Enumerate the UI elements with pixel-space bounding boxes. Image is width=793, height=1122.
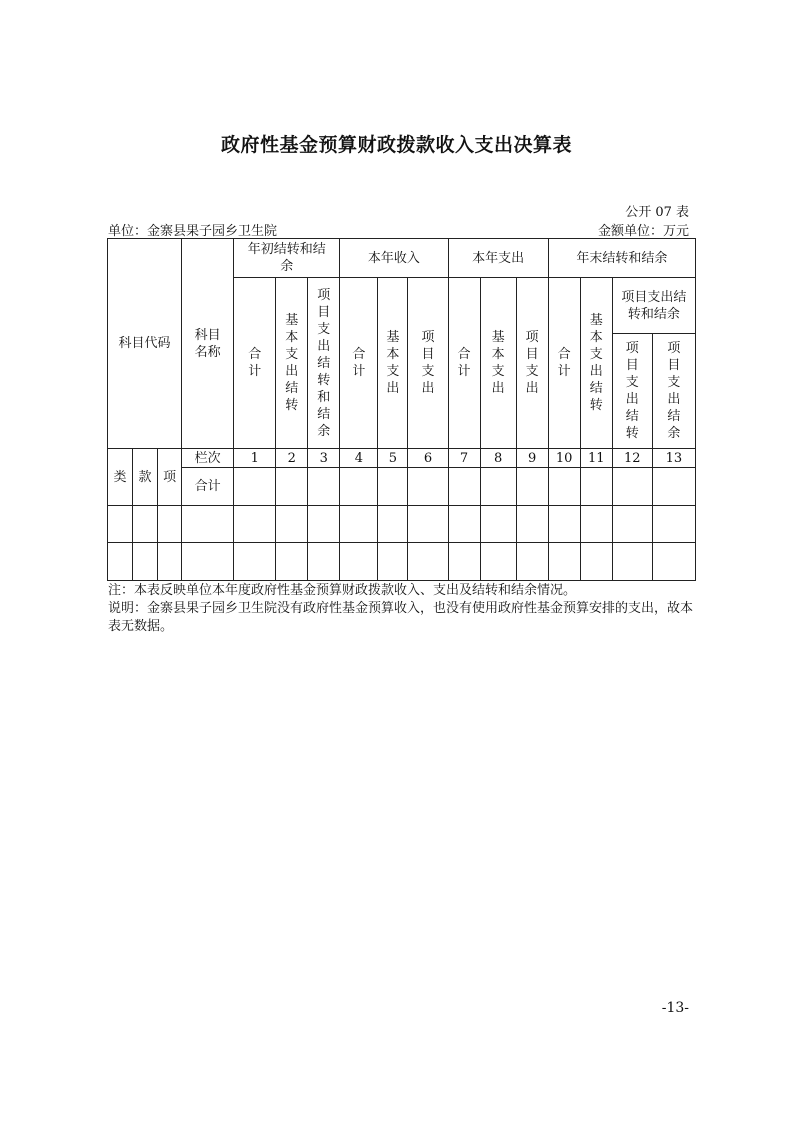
table-cell [548,468,580,506]
row-column-label: 栏次 [182,449,234,468]
closing-basic-carry-text: 基本支出结转 [589,313,603,413]
closing-total-header [548,278,580,449]
table-cell [516,468,548,506]
table-cell [516,543,548,581]
subject-name-header [182,239,234,449]
col-num-12: 12 [612,449,652,468]
income-basic-header [378,278,408,449]
closing-project-balance-text: 项目支出结余 [667,341,681,441]
col-num-2: 2 [276,449,308,468]
opening-project-text: 项目支出结转和结余 [317,287,331,439]
closing-project-group [612,278,695,334]
opening-basic-carry-text: 基本支出结转 [285,313,299,413]
opening-total-header [234,278,276,449]
col-num-5: 5 [378,449,408,468]
notes [108,582,698,636]
table-cell [108,543,133,581]
table-cell [276,506,308,543]
group-closing-balance: 年末结转和结余 [548,239,695,278]
budget-table [107,238,696,581]
col-num-10: 10 [548,449,580,468]
table-cell [158,506,182,543]
table-cell [378,468,408,506]
col-num-13: 13 [652,449,695,468]
item-header: 项 [158,449,182,506]
table-cell [448,506,480,543]
unit-name: 单位：金寨县果子园乡卫生院 [108,224,278,239]
group-opening-balance-text: 年初结转和结余 [247,242,326,274]
table-cell [133,543,158,581]
table-cell [378,543,408,581]
table-row [108,506,696,543]
table-cell [612,543,652,581]
expense-project-header [516,278,548,449]
col-num-9: 9 [516,449,548,468]
table-cell [340,468,378,506]
table-cell [308,468,340,506]
opening-total-text: 合计 [248,347,262,379]
form-number: 公开 07 表 [625,205,689,220]
table-cell [480,506,516,543]
table-cell [408,468,448,506]
table-cell [580,506,612,543]
table-cell [580,468,612,506]
closing-total-text: 合计 [557,347,571,379]
subject-code-header: 科目代码 [108,239,182,449]
table-cell [652,543,695,581]
table-cell [108,506,133,543]
expense-total-text: 合计 [457,347,471,379]
table-cell [234,543,276,581]
table-cell [158,543,182,581]
expense-basic-header [480,278,516,449]
col-num-1: 1 [234,449,276,468]
expense-project-text: 项目支出 [525,330,539,396]
table-cell [448,468,480,506]
closing-project-carry-text: 项目支出结转 [625,341,639,441]
table-row [108,543,696,581]
table-cell [234,468,276,506]
income-project-header [408,278,448,449]
table-cell [652,468,695,506]
closing-project-carry-header [612,334,652,449]
group-current-income: 本年收入 [340,239,448,278]
table-cell [308,543,340,581]
table-cell [378,506,408,543]
page-title: 政府性基金预算财政拨款收入支出决算表 [220,134,572,156]
table-cell [182,543,234,581]
table-cell [612,506,652,543]
page-number: -13- [661,1000,689,1016]
table-cell [548,506,580,543]
table-cell [133,506,158,543]
closing-basic-carry-header [580,278,612,449]
explanation-text: 说明：金寨县果子园乡卫生院没有政府性基金预算收入，也没有使用政府性基金预算安排的支出，故本表无数据。 [108,601,694,634]
note-text: 注：本表反映单位本年度政府性基金预算财政拨款收入、支出及结转和结余情况。 [108,583,577,598]
subject-name-text: 科目名称 [194,327,221,360]
table-cell [308,506,340,543]
col-num-3: 3 [308,449,340,468]
col-num-7: 7 [448,449,480,468]
group-current-expense: 本年支出 [448,239,548,278]
table-cell [580,543,612,581]
col-num-4: 4 [340,449,378,468]
table-cell [480,543,516,581]
table-cell [276,468,308,506]
income-total-text: 合计 [352,347,366,379]
table-cell [408,506,448,543]
col-num-11: 11 [580,449,612,468]
group-opening-balance [234,239,340,278]
table-cell [182,506,234,543]
opening-project-header [308,278,340,449]
income-basic-text: 基本支出 [386,330,400,396]
table-cell [408,543,448,581]
amount-unit: 金额单位：万元 [597,224,689,239]
table-cell [340,506,378,543]
table-cell [516,506,548,543]
class-header: 类 [108,449,133,506]
table-cell [548,543,580,581]
section-header: 款 [133,449,158,506]
table-cell [276,543,308,581]
expense-total-header [448,278,480,449]
col-num-8: 8 [480,449,516,468]
table-cell [234,506,276,543]
row-total-label: 合计 [182,468,234,506]
income-total-header [340,278,378,449]
expense-basic-text: 基本支出 [491,330,505,396]
income-project-text: 项目支出 [421,330,435,396]
opening-basic-carry-header [276,278,308,449]
table-cell [480,468,516,506]
col-num-6: 6 [408,449,448,468]
table-cell [340,543,378,581]
closing-project-balance-header [652,334,695,449]
table-cell [448,543,480,581]
table-cell [612,468,652,506]
closing-project-group-text: 项目支出结转和结余 [621,289,687,322]
table-cell [652,506,695,543]
